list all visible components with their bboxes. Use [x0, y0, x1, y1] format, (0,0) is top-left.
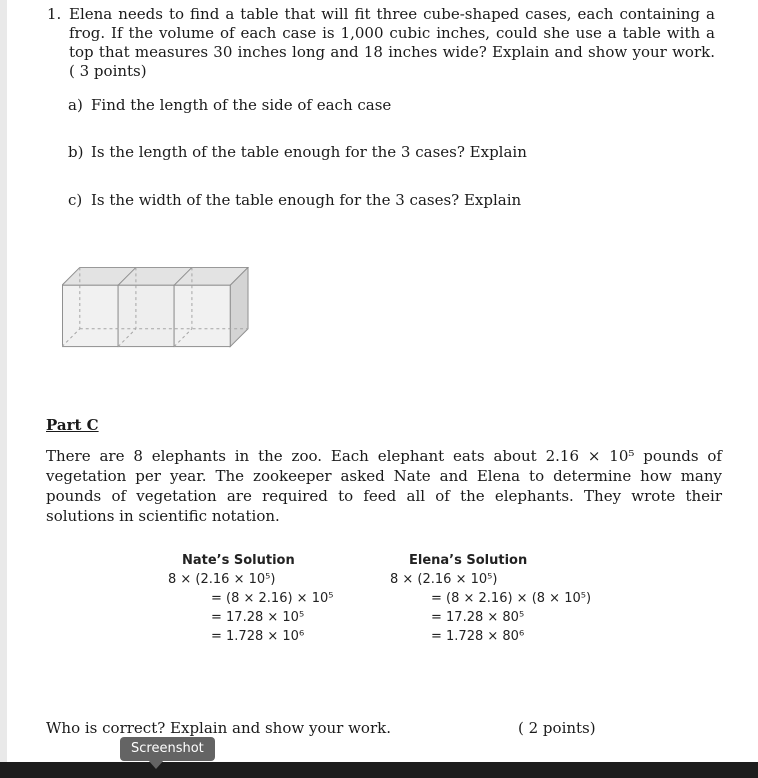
- points-label: ( 2 points): [518, 719, 596, 737]
- elena-solution: [390, 551, 591, 646]
- elena-step-3: = 1.728 × 80⁶: [431, 629, 525, 644]
- subquestion-b-text: Is the length of the table enough for the 3 cases? Explain: [91, 143, 527, 161]
- subquestion-c: [68, 191, 521, 210]
- page-left-margin: [0, 0, 7, 778]
- elena-solution-expression: 8 × (2.16 × 10⁵): [390, 572, 498, 587]
- subquestion-a-text: Find the length of the side of each case: [91, 96, 392, 114]
- nate-solution-expression: 8 × (2.16 × 10⁵): [168, 572, 276, 587]
- question-number: 1.: [47, 5, 62, 23]
- elena-step-2: = 17.28 × 80⁵: [431, 610, 525, 625]
- elena-solution-title: Elena’s Solution: [409, 553, 528, 568]
- bottom-window-edge: [0, 762, 758, 778]
- subquestion-b: [68, 143, 527, 162]
- nate-step-2: = 17.28 × 10⁵: [211, 610, 305, 625]
- tooltip-pointer: [148, 760, 164, 769]
- nate-solution: [168, 551, 333, 646]
- subquestion-c-text: Is the width of the table enough for the 3 cases? Explain: [91, 191, 522, 209]
- part-c-paragraph: There are 8 elephants in the zoo. Each elephant eats about 2.16 × 10⁵ pounds of vegetation per year. The zookeeper asked Nate and Elena to determine how many pounds of vegetation are required to feed all of the elephants. They wrote their solutions in scientific notation.: [46, 447, 722, 525]
- subquestion-a-label: a): [68, 96, 83, 114]
- three-cubes-figure: [62, 267, 250, 349]
- subquestion-c-label: c): [68, 191, 83, 209]
- screenshot-tooltip: Screenshot: [120, 737, 215, 761]
- nate-solution-steps: [168, 589, 333, 646]
- part-c-heading: Part C: [46, 416, 99, 434]
- nate-solution-title: Nate’s Solution: [182, 553, 295, 568]
- question-1: [47, 5, 715, 81]
- subquestion-a: [68, 96, 391, 115]
- elena-step-1: = (8 × 2.16) × (8 × 10⁵): [431, 591, 592, 606]
- question-text: Elena needs to find a table that will fit three cube-shaped cases, each containing a frog. If the volume of each case is 1,000 cubic inches, could she use a table with a top that measures 30 inches long and 18 inches wide? Explain and show your work. ( 3 points): [69, 5, 715, 80]
- nate-step-3: = 1.728 × 10⁶: [211, 629, 305, 644]
- solutions-block: [0, 551, 758, 651]
- elena-solution-steps: [390, 589, 591, 646]
- subquestion-b-label: b): [68, 143, 84, 161]
- nate-step-1: = (8 × 2.16) × 10⁵: [211, 591, 334, 606]
- final-question: Who is correct? Explain and show your work.: [46, 719, 391, 737]
